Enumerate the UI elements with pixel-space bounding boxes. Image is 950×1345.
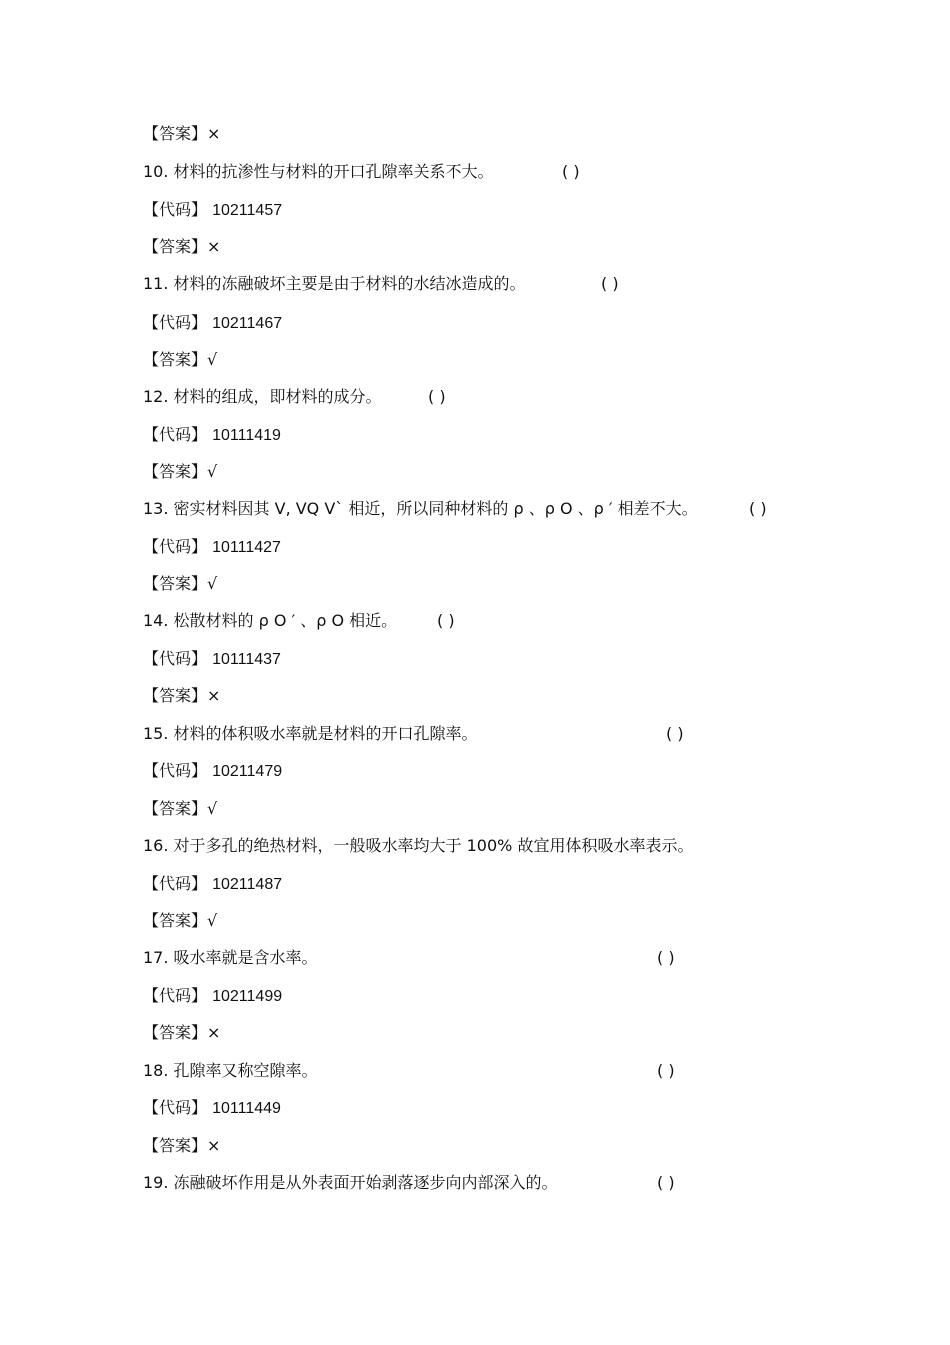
answer-line [143, 460, 217, 484]
question-line [143, 497, 767, 521]
code-value: 10211467 [212, 315, 283, 332]
code-label: 【代码】 [143, 200, 208, 219]
question-text: 16. 对于多孔的绝热材料，一般吸水率均大于 100% 故宜用体积吸水率表示。 [143, 836, 694, 855]
answer-label: 【答案】 [143, 237, 208, 256]
answer-blank: ( ) [437, 611, 455, 630]
code-value: 10211479 [212, 763, 283, 780]
answer-line [143, 348, 217, 372]
answer-value: × [207, 124, 221, 143]
answer-blank: ( ) [428, 387, 446, 406]
answer-value: × [207, 237, 221, 256]
code-value: 10111427 [212, 539, 281, 556]
question-line [143, 1059, 675, 1083]
answer-line [143, 909, 217, 933]
code-label: 【代码】 [143, 313, 208, 332]
question-line [143, 722, 684, 746]
question-line [143, 160, 580, 184]
answer-value: × [207, 1136, 221, 1155]
answer-blank: ( ) [657, 1173, 675, 1192]
answer-label: 【答案】 [143, 799, 208, 818]
code-value: 10211457 [212, 202, 283, 219]
answer-line [143, 235, 220, 259]
question-line [143, 834, 693, 858]
answer-line [143, 684, 220, 708]
answer-value: × [207, 686, 221, 705]
code-label: 【代码】 [143, 1098, 208, 1117]
code-line [143, 311, 282, 335]
answer-value: √ [207, 799, 218, 818]
code-line [143, 423, 281, 447]
answer-label: 【答案】 [143, 1023, 208, 1042]
code-label: 【代码】 [143, 425, 208, 444]
code-value: 10111419 [212, 427, 281, 444]
answer-blank: ( ) [666, 724, 684, 743]
question-line [143, 385, 446, 409]
question-text: 10. 材料的抗渗性与材料的开口孔隙率关系不大。 [143, 162, 494, 181]
answer-value: × [207, 1023, 221, 1042]
question-line [143, 946, 675, 970]
code-label: 【代码】 [143, 874, 208, 893]
question-text: 13. 密实材料因其 V, VQ V` 相近，所以同种材料的 ρ 、ρ O 、ρ ′ 相差不大。 [143, 499, 698, 518]
code-line [143, 535, 281, 559]
answer-line [143, 122, 220, 146]
question-text: 14. 松散材料的 ρ O ′ 、ρ O 相近。 [143, 611, 398, 630]
answer-line [143, 797, 217, 821]
answer-label: 【答案】 [143, 1136, 208, 1155]
answer-label: 【答案】 [143, 124, 208, 143]
answer-label: 【答案】 [143, 462, 208, 481]
code-value: 10111437 [212, 651, 281, 668]
code-line [143, 1096, 281, 1120]
code-label: 【代码】 [143, 537, 208, 556]
question-text: 19. 冻融破坏作用是从外表面开始剥落逐步向内部深入的。 [143, 1173, 558, 1192]
question-text: 18. 孔隙率又称空隙率。 [143, 1061, 318, 1080]
answer-blank: ( ) [562, 162, 580, 181]
code-label: 【代码】 [143, 649, 208, 668]
answer-blank: ( ) [657, 948, 675, 967]
answer-label: 【答案】 [143, 686, 208, 705]
answer-value: √ [207, 350, 218, 369]
code-line [143, 984, 282, 1008]
question-line [143, 609, 455, 633]
question-text: 17. 吸水率就是含水率。 [143, 948, 318, 967]
answer-line [143, 1134, 220, 1158]
answer-value: √ [207, 462, 218, 481]
code-value: 10111449 [212, 1100, 281, 1117]
code-value: 10211487 [212, 876, 283, 893]
answer-label: 【答案】 [143, 350, 208, 369]
code-label: 【代码】 [143, 986, 208, 1005]
question-line [143, 1171, 675, 1195]
answer-blank: ( ) [601, 274, 619, 293]
question-text: 11. 材料的冻融破坏主要是由于材料的水结冰造成的。 [143, 274, 526, 293]
answer-line [143, 1021, 220, 1045]
answer-label: 【答案】 [143, 911, 208, 930]
code-label: 【代码】 [143, 761, 208, 780]
question-line [143, 272, 619, 296]
code-value: 10211499 [212, 988, 283, 1005]
answer-value: √ [207, 911, 218, 930]
answer-line [143, 572, 217, 596]
question-text: 12. 材料的组成，即材料的成分。 [143, 387, 382, 406]
code-line [143, 647, 281, 671]
code-line [143, 872, 282, 896]
answer-blank: ( ) [749, 499, 767, 518]
answer-value: √ [207, 574, 218, 593]
question-text: 15. 材料的体积吸水率就是材料的开口孔隙率。 [143, 724, 478, 743]
code-line [143, 759, 282, 783]
answer-blank: ( ) [657, 1061, 675, 1080]
code-line [143, 198, 282, 222]
answer-label: 【答案】 [143, 574, 208, 593]
